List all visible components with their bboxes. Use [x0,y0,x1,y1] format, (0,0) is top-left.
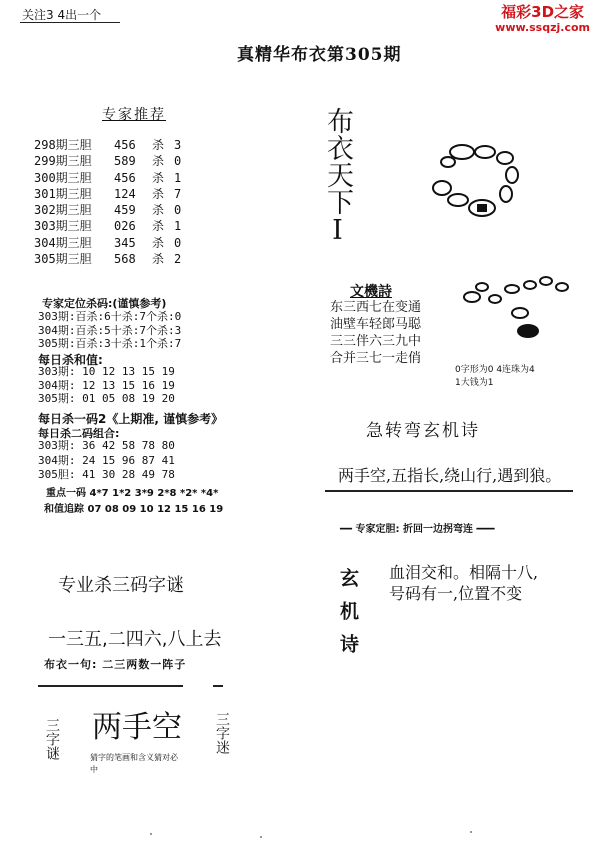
riddle-text: 一三五,二四六,八上去 [48,629,222,650]
wenji-title: 文機詩 [350,284,392,300]
coin-chain-illustration [400,120,530,230]
site-logo-text: 福彩3D之家 [501,3,585,21]
coin-icon [518,325,538,337]
coin-icon [448,194,468,206]
list-item: 305期:百杀:3十杀:1个杀:7 [38,337,182,350]
coin-icon [476,283,488,291]
coin-icon [441,157,455,167]
table-row: 299期三胆 589 杀 0 [34,154,182,169]
san-zi-mi-right: 三字迷 [214,712,230,754]
xuanji-vertical: 玄机诗 [337,568,359,667]
table-row: 303期三胆 026 杀 1 [34,219,182,234]
poem-title: 急转弯玄机诗 [366,421,480,441]
two-code-list [38,439,175,483]
buyi-tianxia: 布衣天下I [322,107,353,246]
coin-icon [497,152,513,164]
expert-tip [340,520,495,535]
buyi-line: 布衣一句: 二三两数一阵子 [44,658,187,671]
coin-icon [505,285,519,293]
coin-hole-icon [478,205,486,211]
riddle-divider [38,685,183,687]
table-row: 304期三胆 345 杀 0 [34,235,182,250]
coin-icon [489,295,501,303]
coin-icon [464,292,480,302]
page-title: 真精华布衣第305期 [237,45,402,65]
scan-speck [260,836,262,838]
expert-table [34,137,181,267]
scan-speck [470,831,472,833]
list-item: 304期:百杀:5十杀:7个杀:3 [38,323,182,337]
coin-icon [500,186,512,202]
dash-left: ━━ [340,524,356,535]
scan-speck [150,833,152,835]
expert-tip-text: 专家定胆: 折回一边拐弯连 [355,524,474,535]
table-row: 302期三胆 459 杀 0 [34,203,182,218]
sum-trace: 和值追踪 07 08 09 10 12 15 16 19 [44,504,224,515]
zero-shape-note: 0字形为0 4连珠为4 [455,365,535,375]
wenji-poem [330,299,421,367]
coin-icon [540,277,552,285]
san-zi-mi-left: 三字谜 [44,718,60,760]
coin-icon [512,308,528,318]
poem-underline [325,490,573,492]
table-row: 298期三胆 456 杀 3 [34,138,182,152]
daily-one-title: 每日杀一码2《上期准, 谨慎参考》 [38,412,224,426]
poem-line: 东三西七在变通 [330,300,422,315]
list-item: 304期: 12 13 15 16 19 [38,378,175,392]
poem-line: 合并三七一走俏 [330,351,422,366]
list-item: 304期: 24 15 96 87 41 [38,453,175,467]
daily-sum-title: 每日杀和值: [38,353,103,367]
riddle-title: 专业杀三码字谜 [58,575,184,596]
big-money-note: 1大钱为1 [455,378,494,388]
table-row: 305期三胆 568 杀 2 [34,252,182,267]
coin-icon [506,167,518,183]
poem-line: 血泪交和。相隔十八, [389,563,539,582]
site-logo[interactable] [495,3,590,34]
poem-line: 三三伴六三九中 [330,334,422,349]
dash-right: ━━━ [473,524,495,535]
table-row: 300期三胆 456 杀 1 [34,170,182,185]
position-kill-title: 专家定位杀码:(谨慎参考) [42,297,167,310]
coin-icon [475,146,495,158]
riddle-divider-tail [213,685,223,687]
list-item: 303期:百杀:6十杀:7个杀:0 [38,310,182,323]
liang-shou-kong: 两手空 [92,710,182,745]
poem-line: 油壁车轻郎马聪 [330,317,422,332]
key-code: 重点一码 4*7 1*2 3*9 2*8 *2* *4* [46,488,219,499]
daily-sum-list [38,365,175,406]
list-item: 303期: 10 12 13 15 19 [38,365,175,378]
small-note: 猜字的笔画和含义猜对必中 [90,753,178,774]
list-item: 305胆: 41 30 28 49 78 [38,468,175,481]
xuanji-poem [389,562,538,604]
table-row: 301期三胆 124 杀 7 [34,186,182,201]
coin-icon [433,181,451,195]
poem-line-main: 两手空,五指长,绕山行,遇到狼。 [338,466,562,485]
coin-icon [556,283,568,291]
site-url: www.ssqzj.com [495,21,590,34]
list-item: 303期: 36 42 58 78 80 [38,439,175,452]
two-code-title: 每日杀二码组合: [38,427,120,440]
expert-title: 专家推荐 [102,107,166,123]
poem-line: 号码有一,位置不变 [389,584,523,603]
follow-note: 关注3 4出一个 [22,8,102,22]
list-item: 305期: 01 05 08 19 20 [38,392,175,405]
header-rule [20,22,120,23]
position-kill-list [38,310,181,351]
coin-icon [450,145,474,159]
coin-icon [524,281,536,289]
coin-arc-illustration [450,265,590,350]
